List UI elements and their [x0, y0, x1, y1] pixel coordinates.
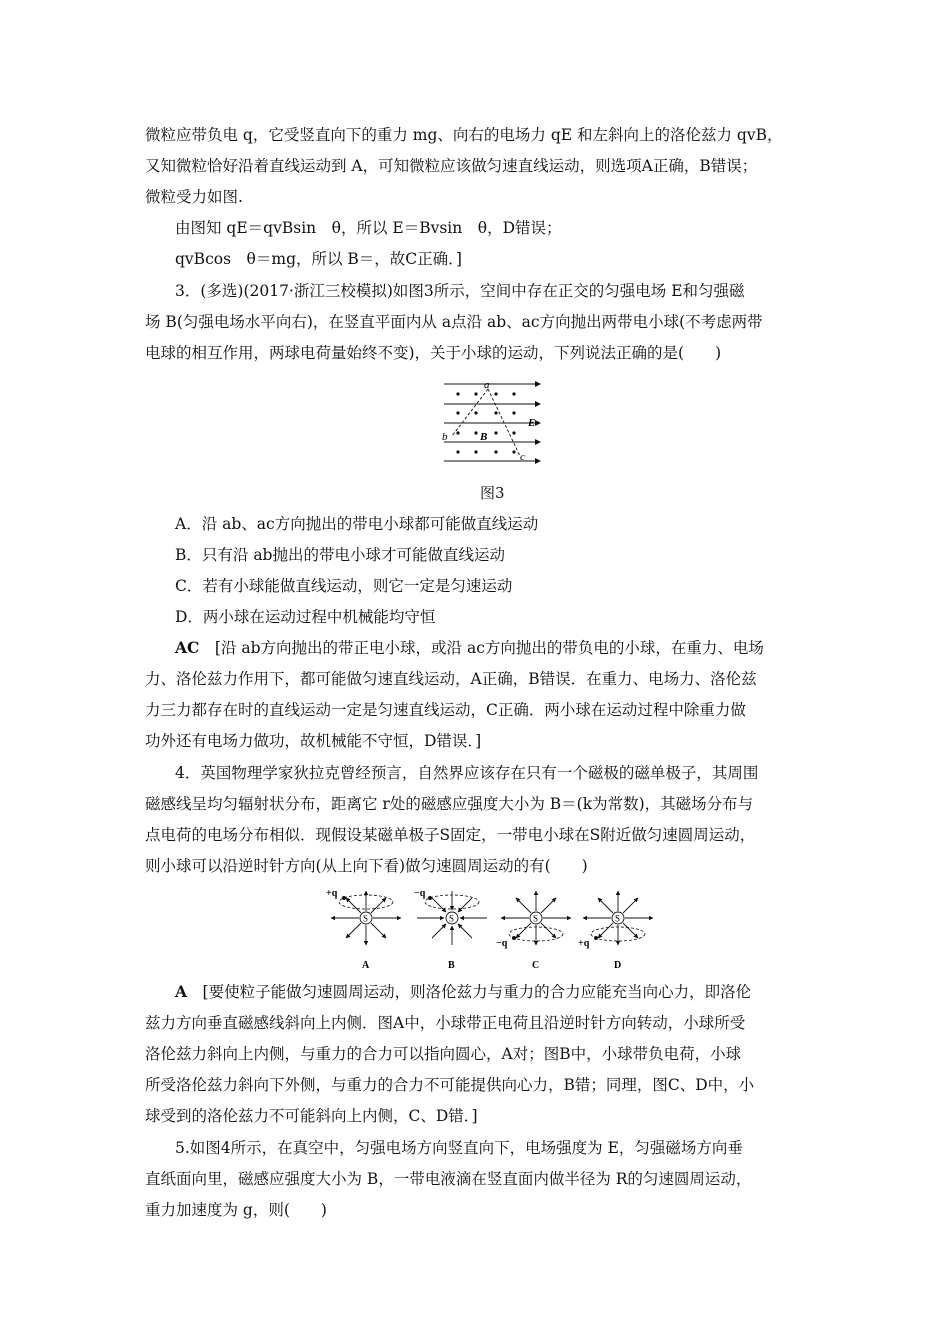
q4-explanation-line-5: 球受到的洛伦兹力不可能斜向上内侧，C、D错．] — [145, 1107, 478, 1125]
q3-answer: AC — [175, 638, 200, 657]
q3-option-d: D．两小球在运动过程中机械能均守恒 — [175, 608, 436, 626]
label-B-field: B — [480, 431, 488, 443]
q5-stem-line-2: 直纸面向里，磁感应强度大小为 B，一带电液滴在竖直面内做半径为 R的匀速圆周运动， — [145, 1170, 752, 1188]
pole-label-a: S — [363, 913, 369, 924]
q4-explanation-line-2: 兹力方向垂直磁感线斜向上内侧．图A中，小球带正电荷且沿逆时针方向转动，小球所受 — [145, 1014, 746, 1032]
pole-label-d: S — [615, 913, 621, 924]
diagram-label-b: B — [448, 960, 455, 971]
q4-explanation-line-1: A [要使粒子能做匀速圆周运动，则洛伦兹力与重力的合力应能充当向心力，即洛伦 — [175, 982, 752, 1001]
q3-explanation-line-2: 力、洛伦兹力作用下，都可能做匀速直线运动，A正确，B错误．在重力、电场力、洛伦兹 — [145, 670, 757, 688]
q3-option-c: C．若有小球能做直线运动，则它一定是匀速运动 — [175, 577, 513, 595]
charge-label-c: −q — [496, 938, 508, 949]
q3-stem-line-2: 场 B(匀强电场水平向右)，在竖直平面内从 a点沿 ab、ac方向抛出两带电小球(不考虑两带 — [145, 313, 763, 331]
diagram-label-c: C — [532, 960, 540, 971]
q4-stem-line-4: 则小球可以沿逆时针方向(从上向下看)做匀速圆周运动的有( ) — [145, 857, 588, 875]
figure-3-caption: 图3 — [480, 484, 505, 502]
q4-stem-line-2: 磁感线呈均匀辐射状分布，距离它 r处的磁感应强度大小为 B＝(k为常数)，其磁场分布与 — [145, 795, 754, 813]
solution2-line-1: 微粒应带负电 q，它受竖直向下的重力 mg、向右的电场力 qE 和左斜向上的洛伦兹力 qvB， — [145, 126, 783, 144]
label-c: c — [520, 451, 525, 463]
q4-stem-line-1: 4．英国物理学家狄拉克曾经预言，自然界应该存在只有一个磁极的磁单极子，其周围 — [175, 764, 759, 782]
q3-stem-line-1: 3．(多选)(2017·浙江三校模拟)如图3所示，空间中存在正交的匀强电场 E和匀强磁 — [175, 282, 745, 300]
q3-explanation-line-3: 力三力都存在时的直线运动一定是匀速直线运动，C正确．两小球在运动过程中除重力做 — [145, 701, 746, 719]
field-lines — [444, 384, 540, 461]
solution2-line-3: 微粒受力如图. — [145, 188, 243, 206]
diagram-label-d: D — [614, 960, 622, 971]
solution2-line-5: qvBcos θ＝mg，所以 B＝，故C正确．] — [175, 250, 462, 268]
pole-label-c: S — [533, 913, 539, 924]
charge-label-d: +q — [578, 938, 590, 949]
q3-stem-line-3: 电球的相互作用，两球电荷量始终不变)，关于小球的运动，下列说法正确的是( ) — [145, 344, 722, 362]
q3-explanation-line-1: AC [沿 ab方向抛出的带正电小球，或沿 ac方向抛出的带负电的小球，在重力、电场 — [175, 638, 764, 657]
diagram-b — [414, 888, 487, 971]
label-b: b — [442, 431, 448, 443]
diagram-label-a: A — [362, 960, 370, 971]
q4-explanation-line-3: 洛伦兹力斜向上内侧，与重力的合力可以指向圆心，A对；图B中，小球带负电荷，小球 — [145, 1045, 742, 1063]
q4-explanation-line-4: 所受洛伦兹力斜向下外侧，与重力的合力不可能提供向心力，B错；同理，图C、D中，小 — [145, 1076, 755, 1094]
q5-stem-line-1: 5.如图4所示，在真空中，匀强电场方向竖直向下，电场强度为 E，匀强磁场方向垂 — [175, 1139, 743, 1157]
q4-stem-line-3: 点电荷的电场分布相似．现假设某磁单极子S固定，一带电小球在S附近做匀速圆周运动， — [145, 826, 756, 844]
q4-answer: A — [175, 982, 188, 1001]
q5-stem-line-3: 重力加速度为 g，则( ) — [145, 1201, 327, 1219]
label-E-field: E — [528, 417, 536, 429]
pole-label-b: S — [449, 913, 455, 924]
solution2-line-2: 又知微粒恰好沿着直线运动到 A，可知微粒应该做匀速直线运动，则选项A正确，B错误； — [145, 157, 758, 175]
q3-explanation-line-4: 功外还有电场力做功，故机械能不守恒，D错误．] — [145, 732, 482, 750]
q3-option-a: A．沿 ab、ac方向抛出的带电小球都可能做直线运动 — [175, 515, 539, 533]
solution2-line-4: 由图知 qE＝qvBsin θ，所以 E＝Bvsin θ，D错误； — [175, 219, 562, 237]
label-a: a — [484, 379, 490, 391]
figure-3-field-diagram — [436, 376, 548, 470]
charge-label-b: −q — [414, 888, 426, 899]
charge-label-a: +q — [326, 888, 338, 899]
diagram-d — [578, 891, 653, 971]
q3-option-b: B．只有沿 ab抛出的带电小球才可能做直线运动 — [175, 546, 505, 564]
diagram-a — [326, 888, 401, 971]
diagram-c — [496, 891, 571, 971]
q4-monopole-diagrams — [318, 884, 658, 972]
